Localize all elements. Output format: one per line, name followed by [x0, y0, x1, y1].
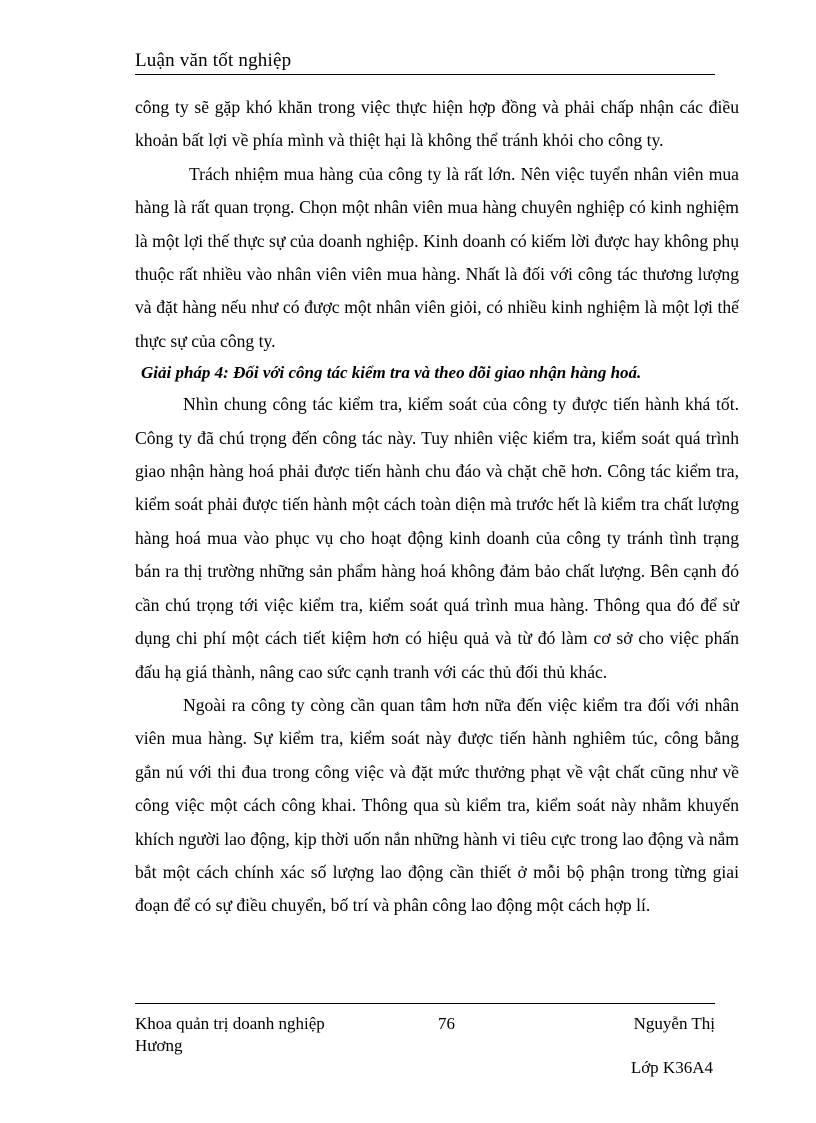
paragraph-staff-inspection: Ngoài ra công ty còng cần quan tâm hơn nữa đến việc kiểm tra đối với nhân viên mua hàng. Sự kiểm tra, kiểm soát này được tiến hành nghiêm túc, công bằng gắn nú với thi đua trong công việc và đặt mức thưởng phạt về vật chất cũng như về công việc một cách công khai. Thông qua sù kiểm tra, kiểm soát này nhằm khuyến khích người lao động, kịp thời uốn nắn những hành vi tiêu cực trong lao động và nắm bắt một cách chính xác số lượng lao động cần thiết ở mỗi bộ phận trong từng giai đoạn để có sự điều chuyển, bố trí và phân công lao động một cách hợp lí. [135, 694, 739, 916]
footer-divider [135, 1003, 715, 1004]
footer-faculty [135, 1013, 395, 1057]
footer-class: Lớp K36A4 [630, 1058, 713, 1077]
page-header [135, 48, 715, 75]
document-body [135, 91, 739, 923]
footer-author-first: Nguyễn Thị [633, 1014, 715, 1033]
page-number: 76 [438, 1014, 455, 1033]
paragraph-inspection-overview: Nhìn chung công tác kiểm tra, kiểm soát của công ty được tiến hành khá tốt. Công ty đã chú trọng đến công tác này. Tuy nhiên việc kiểm tra, kiểm soát quá trình giao nhận hàng hoá phải được tiến hành chu đáo và chặt chẽ hơn. Công tác kiểm tra, kiểm soát phải được tiến hành một cách toàn diện mà trước hết là kiểm tra chất lượng hàng hoá mua vào phục vụ cho hoạt động kinh doanh của công ty tránh tình trạng bán ra thị trường những sản phẩm hàng hoá không đảm bảo chất lượng. Bên cạnh đó cần chú trọng tới việc kiểm tra, kiểm soát quá trình mua hàng. Thông qua đó để sử dụng chi phí một cách tiết kiệm hơn có hiệu quả và từ đó làm cơ sở cho việc phấn đấu hạ giá thành, nâng cao sức cạnh tranh với các thủ đối thủ khác. [135, 394, 739, 682]
header-title: Luận văn tốt nghiệp [135, 50, 292, 71]
section-heading-solution-4: Giải pháp 4: Đối với công tác kiểm tra và theo dõi giao nhận hàng hoá. [141, 363, 642, 383]
footer-author-last: Hương [135, 1036, 183, 1055]
footer-faculty-text: Khoa quản trị doanh nghiệp [135, 1014, 325, 1033]
paragraph-purchasing-responsibility: Trách nhiệm mua hàng của công ty là rất lớn. Nên việc tuyển nhân viên mua hàng là rất quan trọng. Chọn một nhân viên mua hàng chuyên nghiệp có kinh nghiệm là một lợi thế thực sự của doanh nghiệp. Kinh doanh có kiếm lời được hay không phụ thuộc rất nhiều vào nhân viên viên mua hàng. Nhất là đối với công tác thương lượng và đặt hàng nếu như có được một nhân viên giỏi, có nhiều kinh nghiệm là một lợi thế thực sự của công ty. [135, 163, 739, 351]
paragraph-continuation: công ty sẽ gặp khó khăn trong việc thực hiện hợp đồng và phải chấp nhận các điều khoản bất lợi về phía mình và thiệt hại là không thể tránh khỏi cho công ty. [135, 97, 739, 151]
